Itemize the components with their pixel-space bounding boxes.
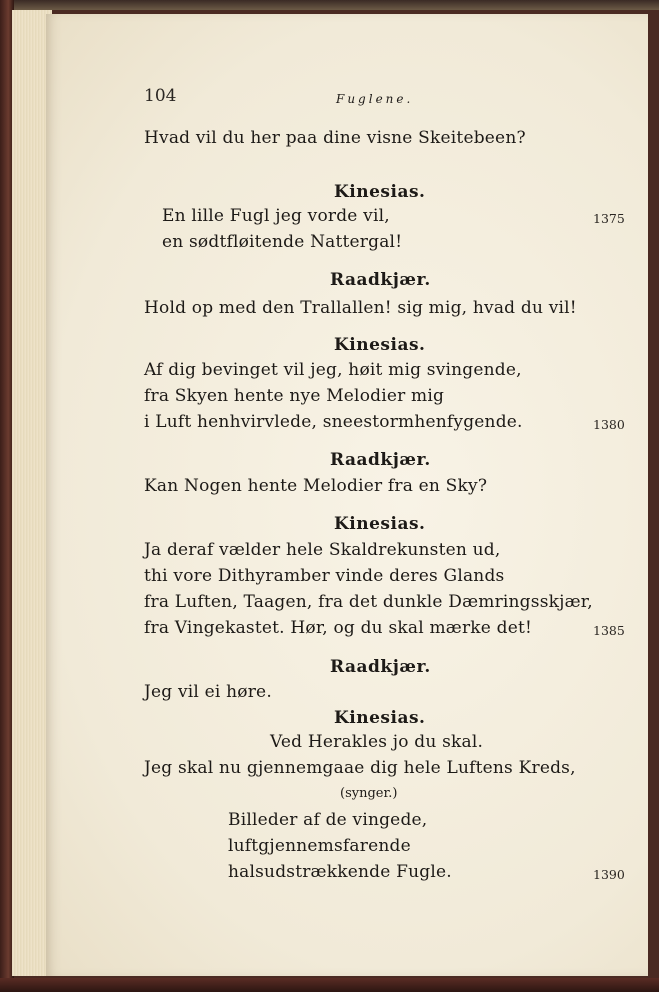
verse-line: en sødtfløitende Nattergal!: [162, 232, 403, 252]
book-page: [46, 14, 648, 976]
line-number: 1380: [593, 417, 625, 432]
verse-line: fra Skyen hente nye Melodier mig: [144, 386, 445, 406]
verse-line: luftgjennemsfarende: [228, 836, 411, 856]
book-edge-bottom: [0, 978, 659, 992]
book-edge-top: [0, 0, 659, 10]
verse-line: Kan Nogen hente Melodier fra en Sky?: [144, 476, 488, 496]
running-header: Fuglene.: [336, 92, 414, 106]
verse-line: Jeg vil ei høre.: [144, 682, 272, 702]
verse-line: Af dig bevinget vil jeg, høit mig svingende,: [144, 360, 522, 380]
verse-line: Billeder af de vingede,: [228, 810, 428, 830]
verse-line: En lille Fugl jeg vorde vil,: [162, 206, 390, 226]
verse-line: i Luft henhvirvlede, sneestormhenfygende.: [144, 412, 523, 432]
verse-line: Ved Herakles jo du skal.: [270, 732, 484, 752]
verse-line: fra Luften, Taagen, fra det dunkle Dæmringsskjær,: [144, 592, 593, 612]
speaker-name: Raadkjær.: [330, 450, 431, 470]
verse-line: halsudstrækkende Fugle.: [228, 862, 452, 882]
verse-line: Hold op med den Trallallen! sig mig, hvad du vil!: [144, 298, 577, 318]
speaker-name: Kinesias.: [334, 708, 426, 728]
verse-line: fra Vingekastet. Hør, og du skal mærke det!: [144, 618, 533, 638]
line-number: 1390: [593, 867, 625, 882]
line-number: 1375: [593, 211, 625, 226]
speaker-name: Kinesias.: [334, 514, 426, 534]
speaker-name: Kinesias.: [334, 335, 426, 355]
line-number: 1385: [593, 623, 625, 638]
speaker-name: Kinesias.: [334, 182, 426, 202]
speaker-name: Raadkjær.: [330, 270, 431, 290]
verse-line: thi vore Dithyramber vinde deres Glands: [144, 566, 505, 586]
verse-line: Hvad vil du her paa dine visne Skeitebeen?: [144, 128, 526, 148]
speaker-name: Raadkjær.: [330, 657, 431, 677]
verse-line: Ja deraf vælder hele Skaldrekunsten ud,: [144, 540, 501, 560]
stage-direction: (synger.): [340, 786, 398, 801]
page-number: 104: [144, 86, 177, 106]
verse-line: Jeg skal nu gjennemgaae dig hele Luftens Kreds,: [144, 758, 576, 778]
